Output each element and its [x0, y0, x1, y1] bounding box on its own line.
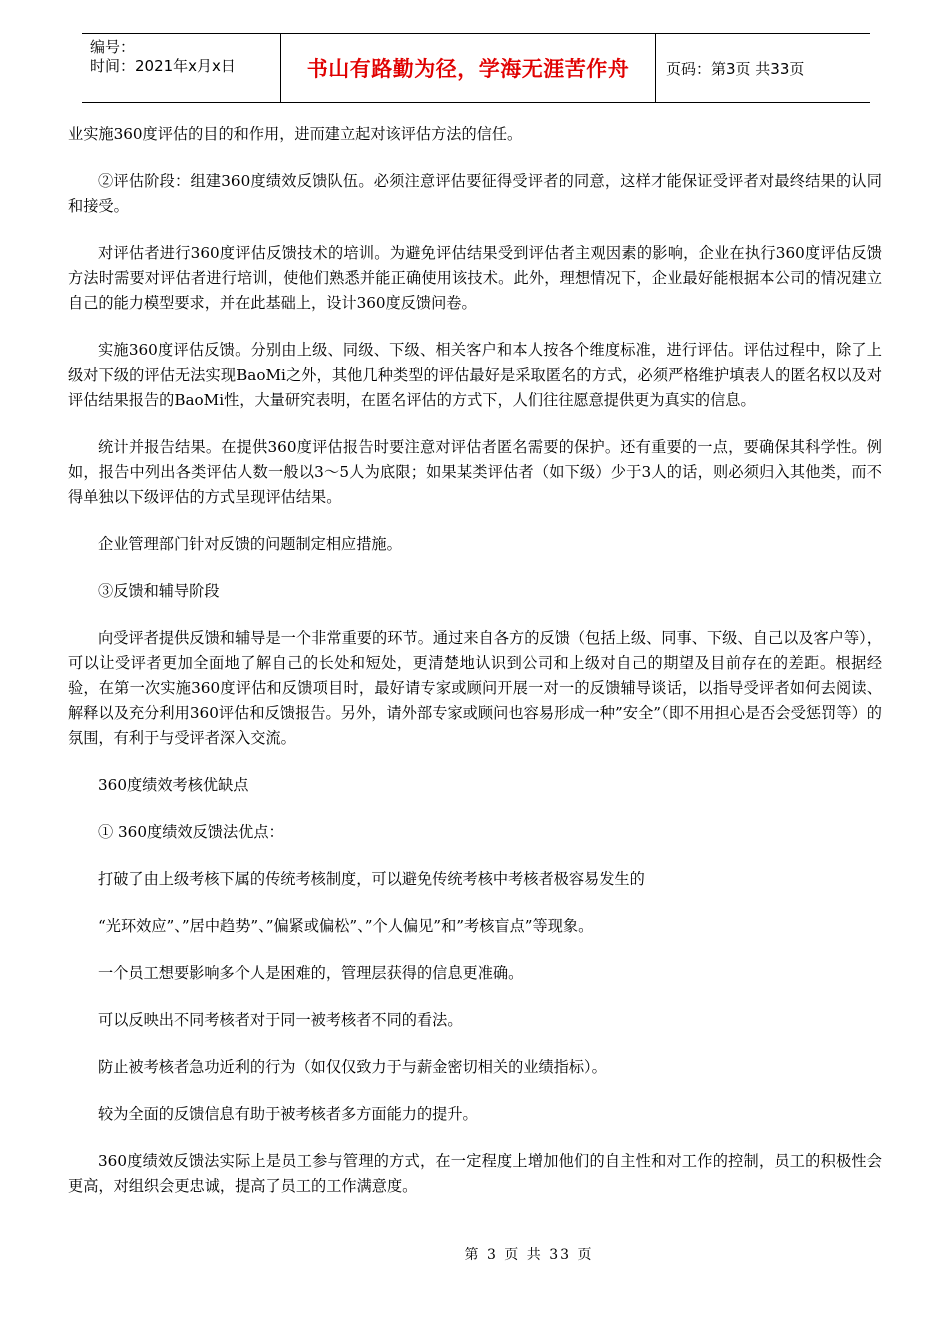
section-heading: 360度绩效考核优缺点	[98, 776, 249, 794]
list-item: 可以反映出不同考核者对于同一被考核者不同的看法。	[98, 1011, 463, 1029]
paragraph: 向受评者提供反馈和辅导是一个非常重要的环节。通过来自各方的反馈（包括上级、同事、下级、自己以及客户等），可以让受评者更加全面地了解自己的长处和短处，更清楚地认识到公司和上级对自己的期望及目前存在的差距。根据经验，在第一次实施360度评估和反馈项目时，最好请专家或顾问开展一对一的反馈辅导谈话，以指导受评者如何去阅读、解释以及充分利用360评估和反馈报告。另外，请外部专家或顾问也容易形成一种”安全”（即不用担心是否会受惩罚等）的氛围，有利于与受评者深入交流。	[68, 629, 882, 747]
footer-page-number: 第 3 页 共 33 页	[464, 1247, 594, 1263]
paragraph: 实施360度评估反馈。分别由上级、同级、下级、相关客户和本人按各个维度标准，进行评估。评估过程中，除了上级对下级的评估无法实现BaoMi之外，其他几种类型的评估最好是采取匿名的方式，必须严格维护填表人的匿名权以及对评估结果报告的BaoMi性，大量研究表明，在匿名评估的方式下，人们往往愿意提供更为真实的信息。	[68, 341, 882, 409]
list-item: 打破了由上级考核下属的传统考核制度，可以避免传统考核中考核者极容易发生的	[98, 870, 645, 888]
page-header	[82, 33, 870, 103]
header-meta	[82, 34, 281, 102]
paragraph: 对评估者进行360度评估反馈技术的培训。为避免评估结果受到评估者主观因素的影响，企业在执行360度评估反馈方法时需要对评估者进行培训，使他们熟悉并能正确使用该技术。此外，理想情况下，企业最好能根据本公司的情况建立自己的能力模型要求，并在此基础上，设计360度反馈问卷。	[68, 244, 882, 312]
section-heading: ③反馈和辅导阶段	[98, 582, 220, 600]
list-item: 一个员工想要影响多个人是困难的，管理层获得的信息更准确。	[98, 964, 524, 982]
paragraph: 企业管理部门针对反馈的问题制定相应措施。	[98, 535, 402, 553]
paragraph: 360度绩效反馈法实际上是员工参与管理的方式，在一定程度上增加他们的自主性和对工作的控制，员工的积极性会更高，对组织会更忠诚，提高了员工的工作满意度。	[68, 1152, 882, 1195]
document-body	[68, 122, 882, 1221]
paragraph: ②评估阶段：组建360度绩效反馈队伍。必须注意评估要征得受评者的同意，这样才能保证受评者对最终结果的认同和接受。	[68, 172, 882, 215]
paragraph: 业实施360度评估的目的和作用，进而建立起对该评估方法的信任。	[68, 125, 523, 143]
page-footer	[0, 1244, 950, 1264]
header-time-label: 时间：2021年x月x日	[90, 57, 236, 75]
header-motto: 书山有路勤为径，学海无涯苦作舟	[281, 34, 656, 102]
list-item: 防止被考核者急功近利的行为（如仅仅致力于与薪金密切相关的业绩指标）。	[98, 1058, 607, 1076]
paragraph: 统计并报告结果。在提供360度评估报告时要注意对评估者匿名需要的保护。还有重要的一点，要确保其科学性。例如，报告中列出各类评估人数一般以3～5人为底限；如果某类评估者（如下级）少于3人的话，则必须归入其他类，而不得单独以下级评估的方式呈现评估结果。	[68, 438, 882, 506]
subsection-heading: ① 360度绩效反馈法优点：	[98, 823, 284, 841]
list-item: 较为全面的反馈信息有助于被考核者多方面能力的提升。	[98, 1105, 478, 1123]
header-page-info: 页码：第3页 共33页	[666, 59, 805, 78]
header-number-label: 编号：	[90, 38, 136, 56]
list-item: “光环效应”、”居中趋势”、”偏紧或偏松”、”个人偏见”和”考核盲点”等现象。	[98, 917, 594, 935]
